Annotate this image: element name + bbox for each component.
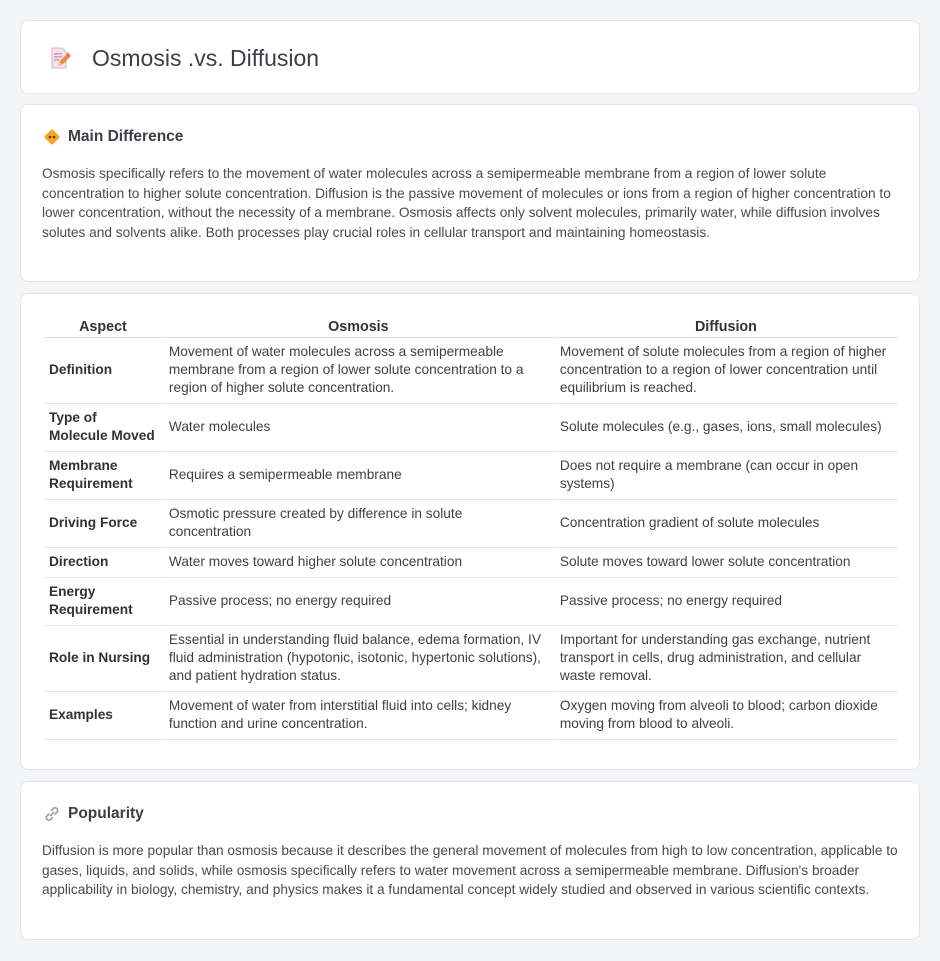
main-difference-heading: Main Difference <box>68 128 184 145</box>
osmosis-cell: Osmotic pressure created by difference in solute concentration <box>164 500 553 548</box>
table-row <box>44 404 897 452</box>
diffusion-cell: Important for understanding gas exchange, nutrient transport in cells, drug administration, and cellular waste removal. <box>555 626 897 692</box>
diamond-sign-icon <box>43 128 61 146</box>
table-row <box>44 692 897 740</box>
aspect-cell: Driving Force <box>44 500 162 548</box>
osmosis-cell: Passive process; no energy required <box>164 578 553 626</box>
comparison-table <box>42 316 899 740</box>
table-row <box>44 500 897 548</box>
aspect-cell: Direction <box>44 548 162 578</box>
diffusion-cell: Solute molecules (e.g., gases, ions, small molecules) <box>555 404 897 452</box>
diffusion-cell: Oxygen moving from alveoli to blood; carbon dioxide moving from blood to alveoli. <box>555 692 897 740</box>
aspect-cell: Role in Nursing <box>44 626 162 692</box>
aspect-cell: Type of Molecule Moved <box>44 404 162 452</box>
diffusion-cell: Movement of solute molecules from a region of higher concentration to a region of lower concentration until equilibrium is reached. <box>555 338 897 404</box>
table-row <box>44 452 897 500</box>
page-title: Osmosis .vs. Diffusion <box>92 45 320 71</box>
popularity-header <box>43 803 144 825</box>
osmosis-cell: Movement of water molecules across a semipermeable membrane from a region of lower solute concentration to a region of higher solute concentration. <box>164 338 553 404</box>
osmosis-cell: Requires a semipermeable membrane <box>164 452 553 500</box>
diffusion-cell: Solute moves toward lower solute concentration <box>555 548 897 578</box>
diffusion-cell: Does not require a membrane (can occur in open systems) <box>555 452 897 500</box>
diffusion-cell: Concentration gradient of solute molecules <box>555 500 897 548</box>
popularity-section <box>20 781 920 940</box>
aspect-cell: Definition <box>44 338 162 404</box>
column-header-aspect: Aspect <box>44 316 162 338</box>
table-row <box>44 626 897 692</box>
table-row <box>44 338 897 404</box>
title-card <box>20 20 920 94</box>
osmosis-cell: Essential in understanding fluid balance, edema formation, IV fluid administration (hypotonic, isotonic, hypertonic solutions), and patient hydration status. <box>164 626 553 692</box>
main-difference-text: Osmosis specifically refers to the movement of water molecules across a semipermeable membrane from a region of lower solute concentration to higher solute concentration. Diffusion is the passive movement of molecules or ions from a region of higher concentration to lower concentration, without the necessity of a membrane. Osmosis affects only solvent molecules, primarily water, while diffusion involves solutes and solvents alike. Both processes play crucial roles in cellular transport and maintaining homeostasis. <box>42 166 891 240</box>
column-header-diffusion: Diffusion <box>555 316 897 338</box>
table-header-row <box>44 316 897 338</box>
diffusion-cell: Passive process; no energy required <box>555 578 897 626</box>
comparison-section <box>20 293 920 770</box>
osmosis-cell: Water molecules <box>164 404 553 452</box>
osmosis-cell: Movement of water from interstitial fluid into cells; kidney function and urine concentration. <box>164 692 553 740</box>
link-icon <box>43 805 61 823</box>
osmosis-cell: Water moves toward higher solute concentration <box>164 548 553 578</box>
table-row <box>44 578 897 626</box>
table-row <box>44 548 897 578</box>
popularity-heading: Popularity <box>68 805 144 822</box>
aspect-cell: Energy Requirement <box>44 578 162 626</box>
aspect-cell: Examples <box>44 692 162 740</box>
main-difference-header <box>43 126 183 148</box>
popularity-text: Diffusion is more popular than osmosis because it describes the general movement of molecules from high to low concentration, applicable to gases, liquids, and solids, while osmosis specifically refers to water movement across a semipermeable membrane. Diffusion's broader applicability in biology, chemistry, and physics makes it a fundamental concept widely studied and observed in various scientific contexts. <box>42 843 898 898</box>
document-pencil-icon <box>47 46 71 70</box>
aspect-cell: Membrane Requirement <box>44 452 162 500</box>
column-header-osmosis: Osmosis <box>164 316 553 338</box>
main-difference-section <box>20 104 920 282</box>
